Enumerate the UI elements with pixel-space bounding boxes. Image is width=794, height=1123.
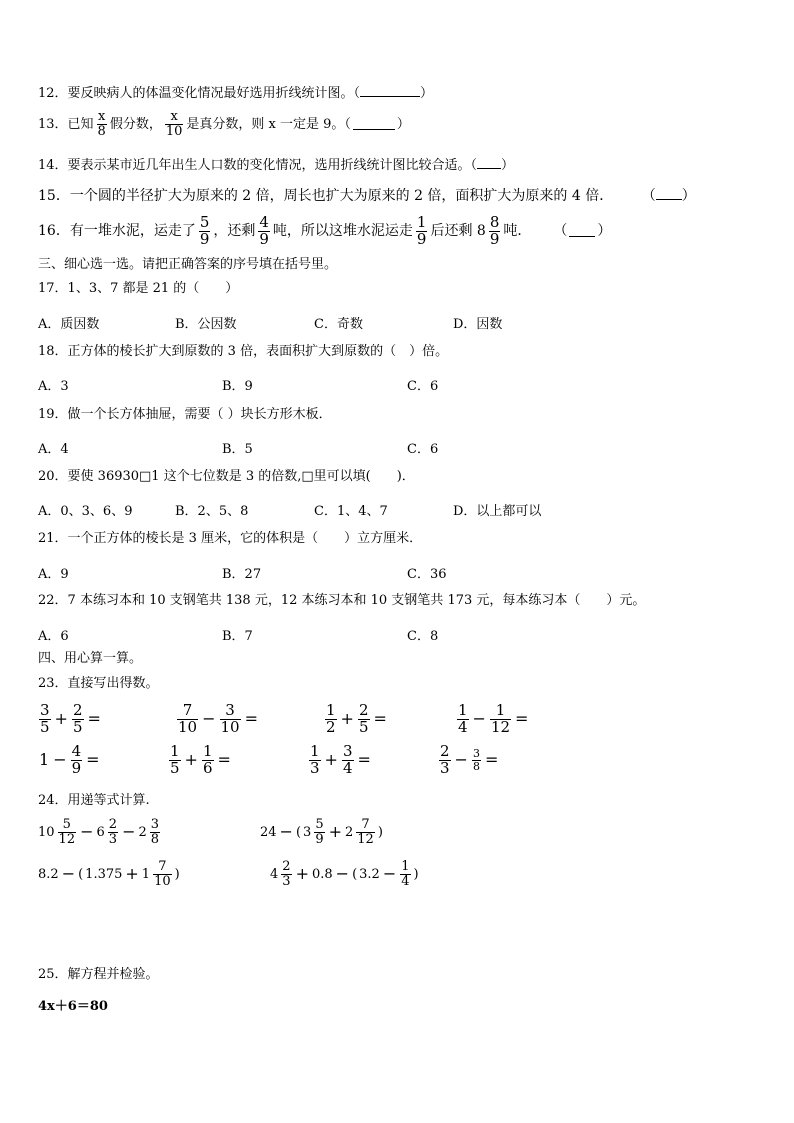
fraction: $\frac{1}{9}$ [416, 213, 427, 248]
option-a[interactable]: A．0、3、6、9 [38, 504, 133, 519]
question-24: 24．用递等式计算. [38, 793, 150, 808]
option-b[interactable]: B．2、5、8 [175, 504, 249, 519]
option-c[interactable]: C．6 [407, 379, 439, 394]
option-c[interactable]: C．奇数 [314, 317, 363, 332]
calc-item: $\frac{1}{2}$ + $\frac{2}{5}$ = [326, 701, 387, 736]
question-18: 18．正方体的棱长扩大到原数的 3 倍，表面积扩大到原数的（ ）倍。 [38, 344, 449, 359]
option-a[interactable]: A．9 [38, 567, 69, 582]
answer-blank[interactable] [656, 188, 682, 200]
expression: 8.2 − ( 1.375 + 1 $\frac{7}{10}$ ) [38, 859, 180, 889]
question-22: 22．7 本练习本和 10 支钢笔共 138 元，12 本练习本和 10 支钢笔共 173 元，每本练习本（ ）元。 [38, 593, 646, 608]
answer-blank[interactable] [353, 118, 395, 130]
option-b[interactable]: B．27 [222, 567, 262, 582]
option-a[interactable]: A．4 [38, 442, 69, 457]
option-c[interactable]: C．8 [407, 629, 439, 644]
option-d[interactable]: D．因数 [453, 317, 503, 332]
calc-item: $\frac{1}{5}$ + $\frac{1}{6}$ = [170, 742, 231, 777]
question-21: 21．一个正方体的棱长是 3 厘米，它的体积是（ ）立方厘米． [38, 531, 423, 546]
option-c[interactable]: C．1、4、7 [314, 504, 388, 519]
expression: 24 − ( 3 $\frac{5}{9}$ + 2 $\frac{7}{12}$ ) [260, 817, 383, 847]
question-19: 19．做一个长方体抽屉，需要（ ）块长方形木板． [38, 407, 332, 422]
option-a[interactable]: A．3 [38, 379, 69, 394]
question-12: 12．要反映病人的体温变化情况最好选用折线统计图。（ ） [38, 86, 434, 101]
option-a[interactable]: A．质因数 [38, 317, 100, 332]
section-4-heading: 四、用心算一算。 [38, 651, 143, 666]
question-16: 16．有一堆水泥，运走了 $\frac{5}{9}$ ，还剩 $\frac{4}{9}$ 吨，所以这堆水泥运走 $\frac{1}{9}$ 后还剩 8 $\frac{8}{9}$ 吨． （ ） [38, 213, 612, 248]
calc-item: 1 − $\frac{4}{9}$ = [39, 742, 100, 777]
expression: 4 $\frac{2}{3}$ + 0.8 − ( 3.2 − $\frac{1}{4}$ ) [270, 859, 419, 889]
question-20: 20．要使 36930□1 这个七位数是 3 的倍数,□里可以填( )． [38, 469, 415, 484]
fraction: $\frac{x}{8}$ [97, 109, 106, 139]
option-b[interactable]: B．9 [222, 379, 253, 394]
option-d[interactable]: D．以上都可以 [453, 504, 542, 519]
option-a[interactable]: A．6 [38, 629, 69, 644]
question-25: 25．解方程并检验。 [38, 967, 159, 982]
question-23: 23．直接写出得数。 [38, 676, 159, 691]
calc-item: $\frac{1}{3}$ + $\frac{3}{4}$ = [310, 742, 371, 777]
expression: 10 $\frac{5}{12}$ − 6 $\frac{2}{3}$ − 2 $\frac{3}{8}$ [38, 817, 160, 847]
option-b[interactable]: B．7 [222, 629, 253, 644]
section-3-heading: 三、细心选一选。请把正确答案的序号填在括号里。 [38, 257, 338, 272]
calc-item: $\frac{1}{4}$ − $\frac{1}{12}$ = [458, 701, 529, 736]
fraction: $\frac{x}{10}$ [165, 109, 183, 139]
question-13: 13．已知 $\frac{x}{8}$ 假分数， $\frac{x}{10}$ 是真分数，则 x 一定是 9。（ ） [38, 109, 410, 139]
equation: 4x＋6＝80 [38, 999, 108, 1014]
option-b[interactable]: B．5 [222, 442, 253, 457]
option-b[interactable]: B．公因数 [175, 317, 237, 332]
fraction: $\frac{5}{9}$ [199, 213, 210, 248]
question-17: 17．1、3、7 都是 21 的（ ） [38, 281, 239, 296]
question-15: 15．一个圆的半径扩大为原来的 2 倍，周长也扩大为原来的 2 倍，面积扩大为原来的 4 倍． （ ） [38, 188, 696, 204]
fraction: $\frac{8}{9}$ [489, 213, 500, 248]
fraction: $\frac{4}{9}$ [259, 213, 269, 248]
calc-item: $\frac{7}{10}$ − $\frac{3}{10}$ = [178, 701, 258, 736]
option-c[interactable]: C．6 [407, 442, 439, 457]
question-14: 14．要表示某市近几年出生人口数的变化情况，选用折线统计图比较合适。（ ） [38, 158, 515, 173]
calc-item: $\frac{2}{3}$ − $\frac{3}{8}$ = [440, 742, 499, 777]
answer-blank[interactable] [477, 157, 501, 169]
question-12-text: 12．要反映病人的体温变化情况最好选用折线统计图。（ [38, 86, 361, 101]
option-c[interactable]: C．36 [407, 567, 447, 582]
calc-item: $\frac{3}{5}$ + $\frac{2}{5}$ = [40, 701, 101, 736]
answer-blank[interactable] [360, 85, 420, 97]
answer-blank[interactable] [569, 225, 595, 237]
